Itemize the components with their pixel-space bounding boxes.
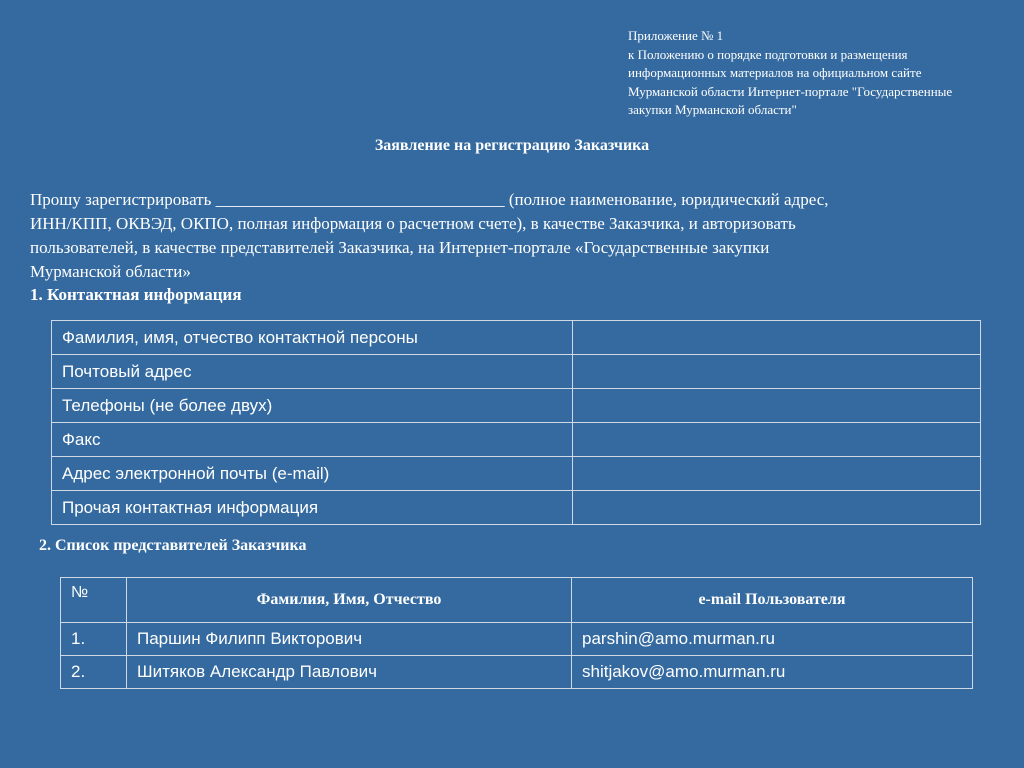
page-title: Заявление на регистрацию Заказчика bbox=[374, 137, 650, 154]
table-row bbox=[52, 389, 981, 423]
contact-value bbox=[573, 423, 981, 457]
rep-email: shitjakov@amo.murman.ru bbox=[572, 656, 973, 689]
intro-line: Мурманской области» bbox=[30, 262, 191, 281]
section-reps-title: 2. Список представителей Заказчика bbox=[39, 537, 307, 554]
column-header-email: e-mail Пользователя bbox=[572, 578, 973, 623]
table-row bbox=[52, 491, 981, 525]
contact-label: Прочая контактная информация bbox=[52, 491, 573, 525]
appendix-line: закупки Мурманской области" bbox=[628, 102, 797, 117]
intro-paragraph bbox=[30, 188, 1010, 284]
contact-info-table bbox=[51, 320, 981, 525]
contact-value bbox=[573, 491, 981, 525]
rep-email: parshin@amo.murman.ru bbox=[572, 623, 973, 656]
appendix-line: Мурманской области Интернет-портале "Государственные bbox=[628, 83, 953, 99]
appendix-line: Приложение № 1 bbox=[628, 28, 724, 43]
section-contact-title: 1. Контактная информация bbox=[30, 285, 242, 304]
contact-label: Телефоны (не более двух) bbox=[52, 389, 573, 423]
contact-value bbox=[573, 457, 981, 491]
contact-label: Фамилия, имя, отчество контактной персоны bbox=[52, 321, 573, 355]
intro-line: пользователей, в качестве представителей Заказчика, на Интернет-портале «Государственные закупки bbox=[30, 238, 770, 257]
rep-name: Паршин Филипп Викторович bbox=[127, 623, 572, 656]
contact-value bbox=[573, 355, 981, 389]
intro-line: Прошу зарегистрировать __________________________________ (полное наименование, юридический адрес, bbox=[30, 190, 829, 209]
contact-label: Почтовый адрес bbox=[52, 355, 573, 389]
rep-name: Шитяков Александр Павлович bbox=[127, 656, 572, 689]
column-header-number: № bbox=[61, 578, 127, 623]
rep-number: 1. bbox=[61, 623, 127, 656]
appendix-line: информационных материалов на официальном сайте bbox=[628, 65, 922, 80]
table-row bbox=[52, 321, 981, 355]
column-header-name: Фамилия, Имя, Отчество bbox=[127, 578, 572, 623]
table-header-row bbox=[61, 578, 973, 623]
appendix-line: к Положению о порядке подготовки и размещения bbox=[628, 46, 908, 62]
table-row bbox=[52, 355, 981, 389]
table-row bbox=[52, 457, 981, 491]
table-row bbox=[61, 623, 973, 656]
contact-value bbox=[573, 389, 981, 423]
contact-label: Адрес электронной почты (e-mail) bbox=[52, 457, 573, 491]
intro-line: ИНН/КПП, ОКВЭД, ОКПО, полная информация о расчетном счете), в качестве Заказчика, и авторизовать bbox=[30, 214, 796, 233]
rep-number: 2. bbox=[61, 656, 127, 689]
representatives-table bbox=[60, 577, 973, 689]
contact-label: Факс bbox=[52, 423, 573, 457]
table-row bbox=[61, 656, 973, 689]
table-row bbox=[52, 423, 981, 457]
contact-value bbox=[573, 321, 981, 355]
appendix-note bbox=[628, 27, 1008, 120]
